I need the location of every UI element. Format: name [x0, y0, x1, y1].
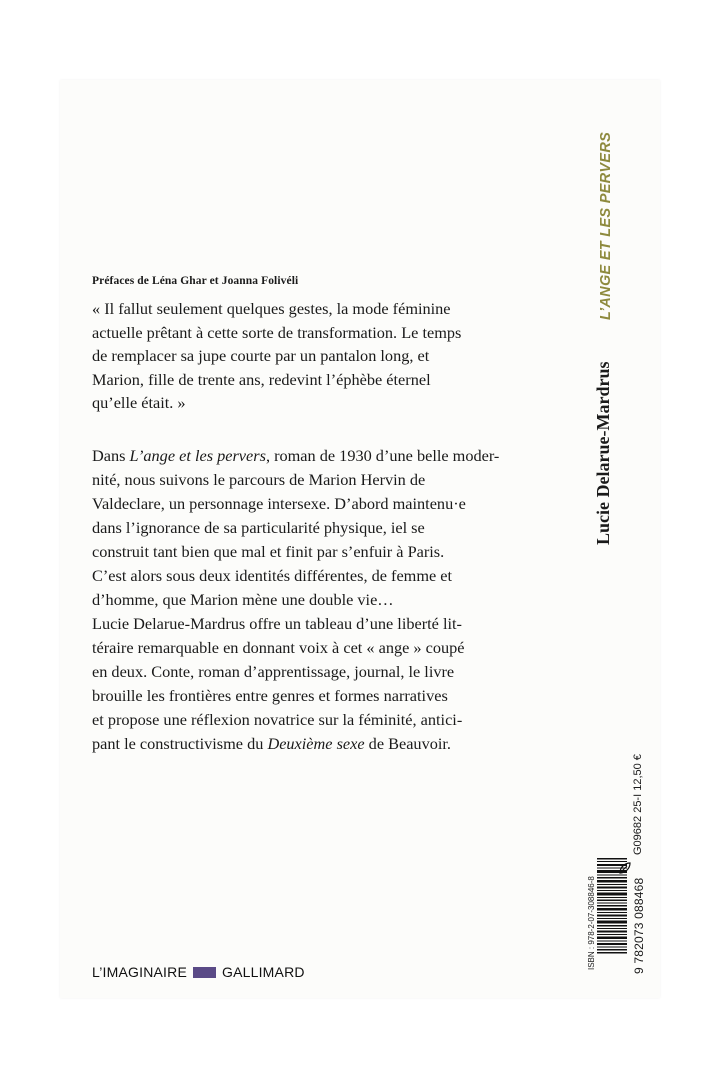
- blurb-fragment: Dans: [92, 446, 130, 465]
- blurb-line: nité, nous suivons le parcours de Marion Hervin de: [92, 470, 426, 489]
- quote-line: de remplacer sa jupe courte par un pantalon long, et: [92, 346, 430, 366]
- blurb-line: d’homme, que Marion mène une double vie…: [92, 590, 394, 609]
- quote-line: Marion, fille de trente ans, redevint l’éphèbe éternel: [92, 369, 431, 389]
- blurb-line: [92, 444, 522, 468]
- barcode-digits: 9 782073 088468: [632, 877, 646, 974]
- cited-title-inline: Deuxième sexe: [267, 734, 365, 753]
- excerpt-quote: [92, 297, 512, 415]
- blurb-line: Valdeclare, un personnage intersexe. D’abord maintenu·e: [92, 494, 466, 513]
- blurb-fragment: , roman de 1930 d’une belle moder-: [265, 446, 500, 465]
- quote-line: actuelle prêtant à cette sorte de transformation. Le temps: [92, 322, 462, 342]
- blurb-fragment: pant le constructivisme du: [92, 734, 268, 753]
- blurb-line: brouille les frontières entre genres et formes narratives: [92, 686, 448, 705]
- blurb-line: dans l’ignorance de sa particularité physique, iel se: [92, 518, 425, 537]
- quote-line: « Il fallut seulement quelques gestes, la mode féminine: [92, 299, 451, 318]
- blurb-text: [92, 444, 522, 756]
- isbn-label: ISBN : 978-2-07-308846-8: [587, 876, 596, 970]
- book-title-inline: L’ange et les pervers: [129, 446, 266, 465]
- blurb-line: [92, 732, 522, 756]
- preface-credit: Préfaces de Léna Ghar et Joanna Folivéli: [92, 275, 299, 287]
- spine-author-name: Lucie Delarue-Mardrus: [593, 361, 613, 545]
- recycle-leaf-icon: [617, 860, 633, 876]
- price-code: G09682 25-I 12,50 €: [632, 754, 644, 855]
- collection-name: L’IMAGINAIRE: [92, 964, 187, 980]
- blurb-fragment: de Beauvoir.: [364, 734, 451, 753]
- blurb-line: en deux. Conte, roman d’apprentissage, journal, le livre: [92, 662, 455, 681]
- blurb-line: Lucie Delarue-Mardrus offre un tableau d’une liberté lit-: [92, 614, 462, 633]
- blurb-line: construit tant bien que mal et finit par s’enfuir à Paris.: [92, 542, 445, 561]
- blurb-line: téraire remarquable en donnant voix à cet « ange » coupé: [92, 638, 465, 657]
- blurb-line: et propose une réflexion novatrice sur la féminité, antici-: [92, 710, 463, 729]
- publisher-footer: [92, 964, 305, 980]
- quote-line: qu’elle était. »: [92, 393, 186, 413]
- blurb-line: C’est alors sous deux identités différentes, de femme et: [92, 566, 453, 585]
- spine-book-title: L’ANGE ET LES PERVERS: [598, 131, 614, 320]
- collection-bar-mark: [193, 967, 216, 978]
- publisher-name: GALLIMARD: [221, 964, 305, 980]
